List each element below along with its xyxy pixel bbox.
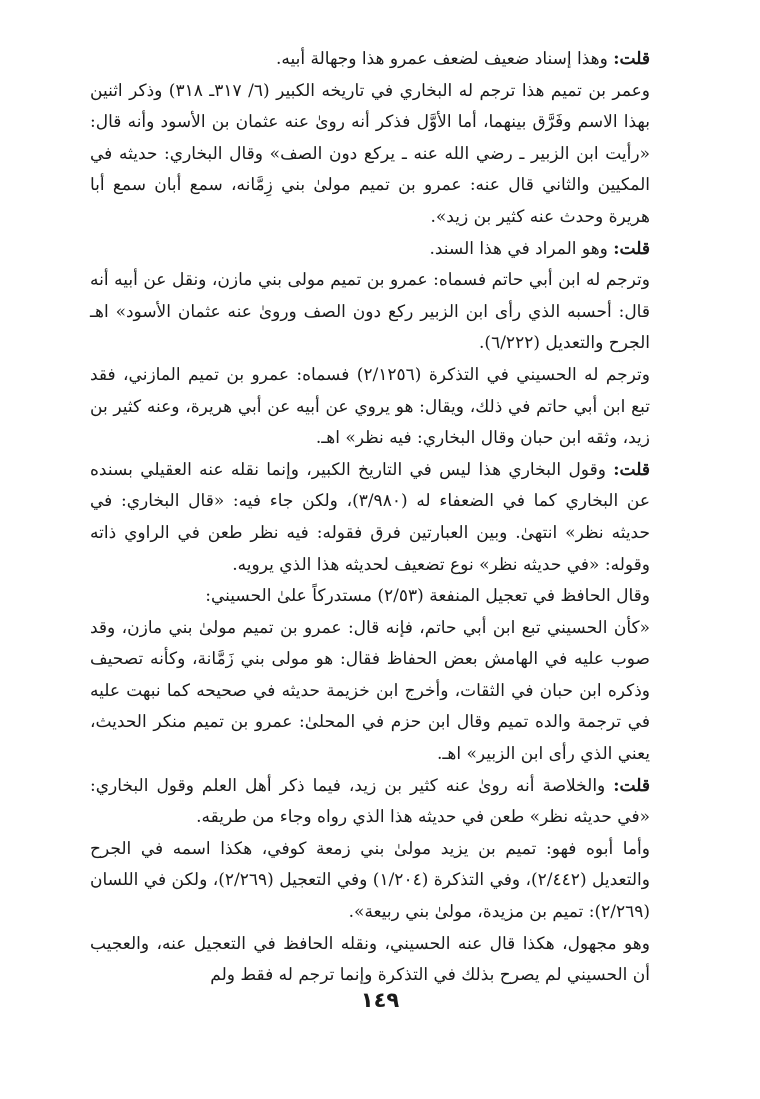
paragraph [90, 929, 650, 992]
paragraph-text: وقول البخاري هذا ليس في التاريخ الكبير، وإنما نقله عنه العقيلي بسنده عن البخاري كما في الضعفاء له (٣/٩٨٠)، ولكن جاء فيه: «قال البخاري: في حديثه نظر» انتهىٰ. وبين العبارتين فرق فقوله: فيه نظر طعن في الراوي ذاته وقوله: «في حديثه نظر» نوع تضعيف لحديثه هذا الذي يرويه. [90, 459, 650, 575]
paragraph-text: والخلاصة أنه روىٰ عنه كثير بن زيد، فيما ذكر أهل العلم وقول البخاري: «في حديثه نظر» طعن في حديثه هذا الذي رواه وجاء من طريقه. [90, 775, 650, 828]
paragraph [90, 581, 650, 613]
paragraph-lead: قلت: [613, 459, 650, 480]
paragraph-text: وقال الحافظ في تعجيل المنفعة (٢/٥٣) مستدركاً علىٰ الحسيني: [205, 586, 650, 607]
paragraph-text: وهذا إسناد ضعيف لضعف عمرو هذا وجهالة أبيه. [275, 49, 614, 69]
paragraph [90, 455, 650, 581]
paragraph [90, 834, 650, 929]
page-number: ١٤٩ [360, 988, 400, 1012]
paragraph-text: وترجم له ابن أبي حاتم فسماه: عمرو بن تميم مولى بني مازن، ونقل عن أبيه أنه قال: أحسبه الذي رأى ابن الزبير ركع دون الصف وروىٰ عنه عثمان الأسود» اهـ الجرح والتعديل (٦/٢٢٢). [90, 270, 650, 354]
body-text [90, 44, 650, 992]
paragraph-lead: قلت: [613, 238, 650, 259]
paragraph-text: وترجم له الحسيني في التذكرة (٢/١٢٥٦) فسماه: عمرو بن تميم المازني، فقد تبع ابن أبي حاتم في ذلك، ويقال: هو يروي عن أبيه عن أبي هريرة، وعنه كثير بن زيد، وثقه ابن حبان وقال البخاري: فيه نظر» اهـ. [90, 364, 650, 449]
paragraph [90, 234, 650, 266]
paragraph [90, 44, 650, 76]
paragraph-text: وهو المراد في هذا السند. [429, 238, 614, 259]
paragraph-text: وأما أبوه فهو: تميم بن يزيد مولىٰ بني زمعة كوفي، هكذا اسمه في الجرح والتعديل (٢/٤٤٢)، وفي التذكرة (١/٢٠٤) وفي التعجيل (٢/٢٦٩)، ولكن في اللسان (٢/٢٦٩): تميم بن مزيدة، مولىٰ بني ربيعة». [90, 838, 650, 923]
paragraph [90, 613, 650, 771]
paragraph-text: وعمر بن تميم هذا ترجم له البخاري في تاريخه الكبير (٦/ ٣١٧ـ ٣١٨) وذكر اثنين بهذا الاسم وفَرَّق بينهما، أما الأوَّل فذكر أنه روىٰ عنه عثمان بن الأسود وأنه قال: «رأيت ابن الزبير ـ رضي الله عنه ـ يركع دون الصف» وقال البخاري: حديثه في المكيين والثاني قال عنه: عمرو بن تميم مولىٰ بني زِمَّانه، سمع أبان سمع أبا هريرة وحدث عنه كثير بن زيد». [90, 80, 650, 227]
paragraph-lead: قلت: [613, 775, 651, 796]
paragraph-lead: قلت: [613, 49, 650, 69]
paragraph [90, 265, 650, 360]
paragraph [90, 771, 650, 834]
paragraph [90, 360, 650, 455]
paragraph [90, 76, 650, 234]
paragraph-text: «كأن الحسيني تبع ابن أبي حاتم، فإنه قال: عمرو بن تميم مولىٰ بني مازن، وقد صوب عليه في الهامش بعض الحفاظ فقال: هو مولى بني زَمَّانة، وكأنه تصحيف وذكره ابن حبان في الثقات، وأخرج ابن خزيمة حديثه في صحيحه كما نبهت عليه في ترجمة والده تميم وقال ابن حزم في المحلىٰ: عمرو بن تميم منكر الحديث، يعني الذي رأى ابن الزبير» اهـ. [90, 617, 650, 765]
paragraph-text: وهو مجهول، هكذا قال عنه الحسيني، ونقله الحافظ في التعجيل عنه، والعجيب أن الحسيني لم يصرح بذلك في التذكرة وإنما ترجم له فقط ولم [90, 933, 650, 986]
